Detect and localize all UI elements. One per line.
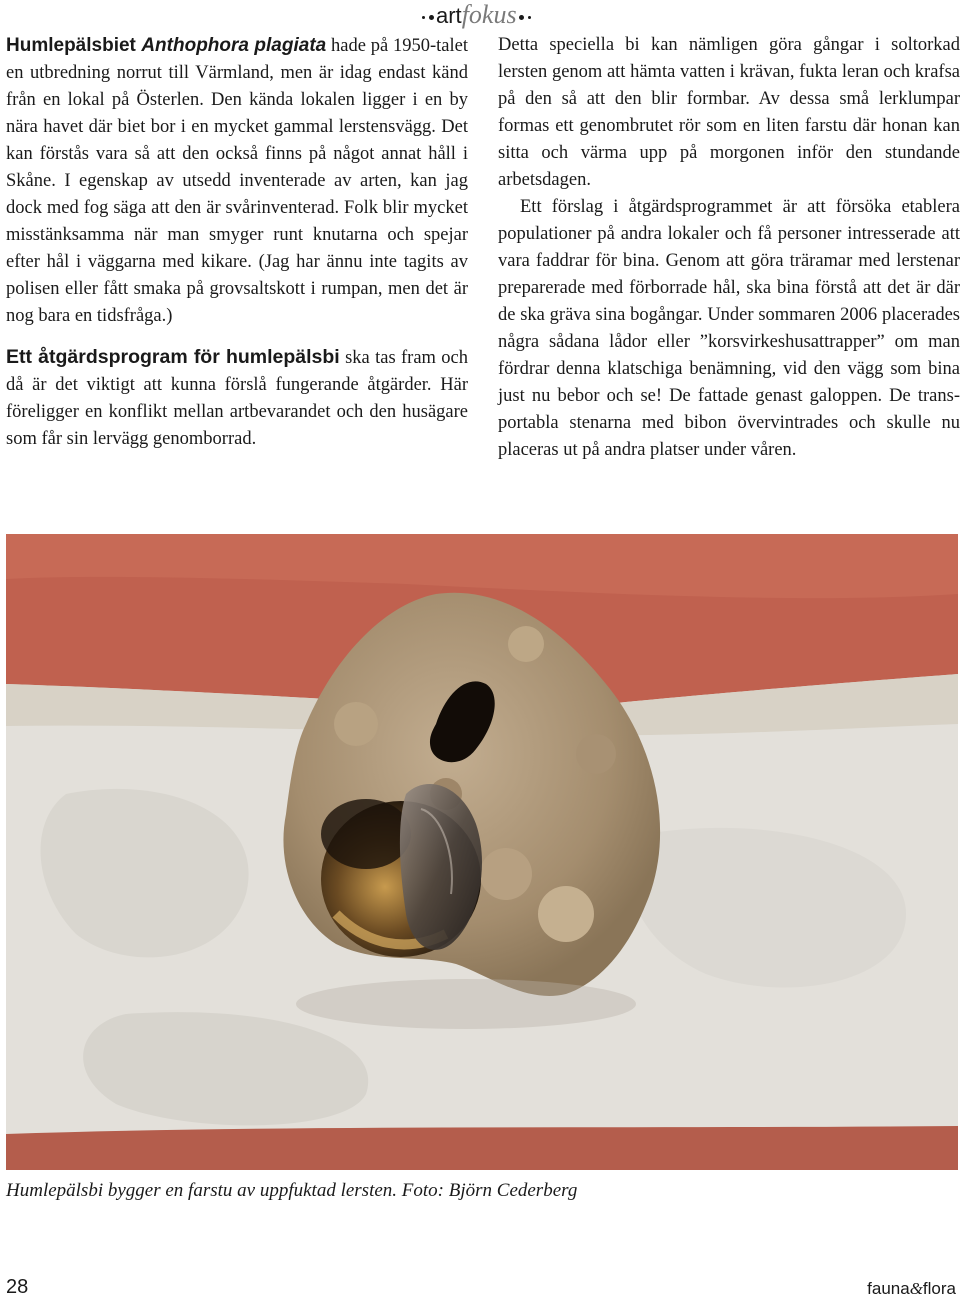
dot-icon: [422, 16, 425, 19]
left-column: [6, 32, 468, 453]
dot-icon: [519, 15, 524, 20]
section-logo: [420, 1, 533, 30]
right-column: [498, 32, 960, 464]
species-latin-name: Anthophora plagiata: [141, 35, 327, 56]
behaviour-paragraph: Detta speciella bi kan nämligen göra gångar i soltorkad lersten genom att hämta vatten i krävan, fukta leran och krafsa på den så att den blir formbar. Av dessa små lerklumpar formas ett genombrutet rör som en liten farstu där honan kan sitta och värma upp på morgonen inför den stundande arbetsdagen.: [498, 35, 960, 190]
program-text: ska tas fram och då är det viktigt att kunna förslå fungerande åtgärder. Här föreligger en konflikt mellan artbevarandet och den husägare som får sin lervägg genomborrad.: [6, 348, 468, 449]
magazine-name: fauna&flora: [867, 1279, 956, 1298]
section-name: fokus: [461, 0, 517, 29]
intro-paragraph: [6, 32, 468, 330]
program-heading: Ett åtgärdsprogram för humlepälsbi: [6, 346, 340, 368]
dot-icon: [429, 15, 434, 20]
species-name-lead: Humlepälsbiet Anthophora plagiata: [6, 35, 327, 56]
dot-icon: [528, 16, 531, 19]
bee-photo: [6, 534, 958, 1170]
bee-nest-illustration: [6, 534, 958, 1170]
section-prefix: art: [436, 3, 462, 28]
page-number: 28: [6, 1276, 29, 1298]
figure-caption: Humlepälsbi bygger en farstu av uppfuktad lersten. Foto: Björn Cederberg: [6, 1180, 578, 1201]
proposal-paragraph: Ett förslag i åtgärdsprogrammet är att försöka etablera populationer på andra lokaler och få personer intresserade att vara faddrar för bina. Genom att göra träramar med lerstenar preparerade med förborrade hål, ska bina förstå att det är där de ska gräva sina bogångar. Under sommaren 2006 placerades några sådana lådor eller ”korsvirkeshusattrapper” om man fördrar denna klatschiga benämning, vid den vägg som bina just nu bebor och se! De fattade genast galoppen. De transportabla stenarna med bibon övervintrades och skulle nu placeras ut på andra platser under våren.: [498, 197, 960, 460]
section-header: [0, 0, 960, 30]
intro-text: hade på 1950-talet en utbredning norrut till Värmland, men är idag endast känd från en lokal på Österlen. Den kända lokalen ligger i en by nära havet där biet bor i en mycket gammal lerstensvägg. Det kan förstås vara så att den också finns på något annat håll i Skåne. I egenskap av utsedd inventerade av arten, kan jag dock med fog säga att den är svårinventerad. Folk blir mycket misstänksamma när man smyger runt knutarna och spejar efter hål i väggarna med kikare. (Jag har ännu inte tagits av polisen eller fått smaka på grovsaltskott i rumpan, men det är nog bara en tidsfråga.): [6, 36, 468, 326]
program-paragraph: [6, 344, 468, 453]
